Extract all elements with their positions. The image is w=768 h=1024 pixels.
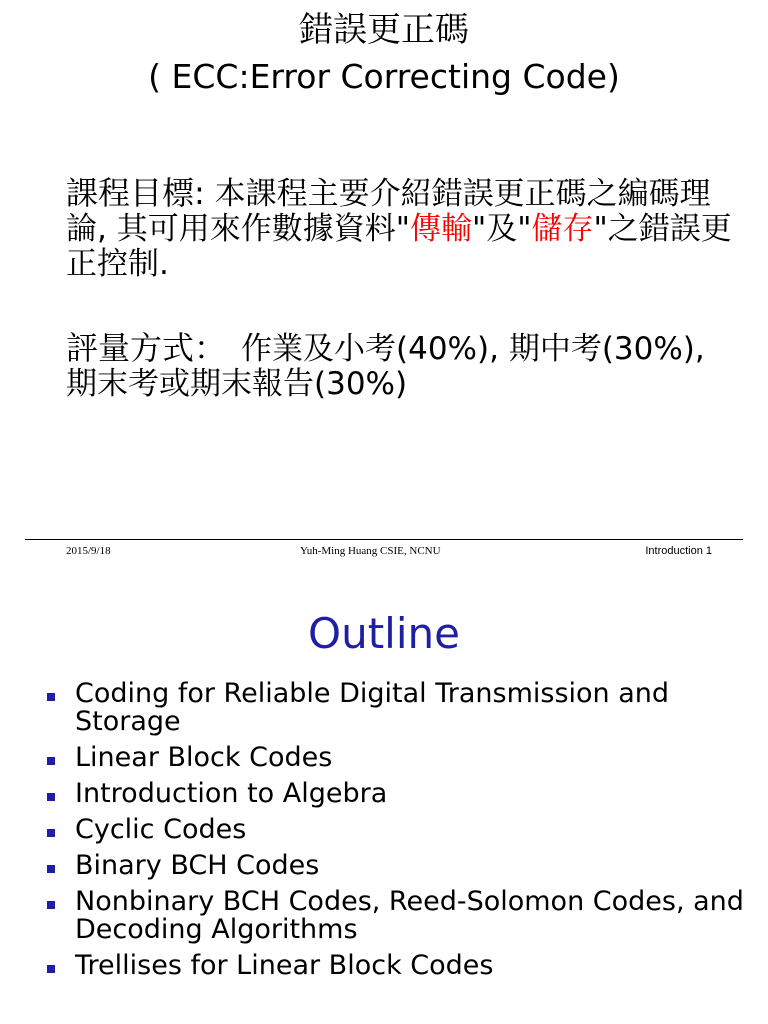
outline-title: Outline xyxy=(308,609,460,658)
square-bullet-icon xyxy=(47,901,55,909)
square-bullet-icon xyxy=(47,865,55,873)
list-item xyxy=(44,888,744,944)
list-item-text: Introduction to Algebra xyxy=(75,778,388,809)
list-item-text: Trellises for Linear Block Codes xyxy=(75,950,494,981)
slide-title-chinese: 錯誤更正碼 xyxy=(299,10,469,50)
outline-list xyxy=(44,680,744,988)
list-item-text: Binary BCH Codes xyxy=(75,850,320,881)
square-bullet-icon xyxy=(47,793,55,801)
course-goal-text-1: 本課程主要介紹錯誤更正碼之編碼理論, 其可用來作數據資料" xyxy=(66,176,711,247)
square-bullet-icon xyxy=(47,965,55,973)
list-item-text: Nonbinary BCH Codes, Reed-Solomon Codes, and Decoding Algorithms xyxy=(75,886,744,945)
list-item-text: Linear Block Codes xyxy=(75,742,333,773)
square-bullet-icon xyxy=(47,693,55,701)
course-goal-paragraph xyxy=(66,176,736,282)
square-bullet-icon xyxy=(47,829,55,837)
slide-footer xyxy=(66,544,712,558)
course-goal-transmission: 傳輸 xyxy=(409,211,472,247)
footer-page-number: Introduction 1 xyxy=(645,545,712,557)
footer-author: Yuh-Ming Huang CSIE, NCNU xyxy=(300,545,441,557)
assessment-text: 作業及小考(40%), 期中考(30%), 期末考或期末報告(30%) xyxy=(66,331,705,402)
slide-title-english: ( ECC:Error Correcting Code) xyxy=(148,57,620,96)
list-item xyxy=(44,744,744,772)
list-item xyxy=(44,852,744,880)
slide-2 xyxy=(0,576,768,1024)
list-item xyxy=(44,952,744,980)
list-item-text: Cyclic Codes xyxy=(75,814,247,845)
list-item xyxy=(44,816,744,844)
assessment-paragraph xyxy=(66,331,706,402)
square-bullet-icon xyxy=(47,757,55,765)
list-item xyxy=(44,780,744,808)
footer-divider xyxy=(25,539,743,540)
assessment-label: 評量方式： xyxy=(66,329,211,367)
course-goal-label: 課程目標: xyxy=(66,174,205,212)
footer-date: 2015/9/18 xyxy=(66,545,111,557)
course-goal-storage: 儲存 xyxy=(531,211,594,247)
course-goal-text-3: "之錯誤更正控制. xyxy=(66,211,732,282)
course-goal-text-2: "及" xyxy=(471,211,532,247)
list-item xyxy=(44,680,744,736)
list-item-text: Coding for Reliable Digital Transmission and Storage xyxy=(75,678,670,737)
